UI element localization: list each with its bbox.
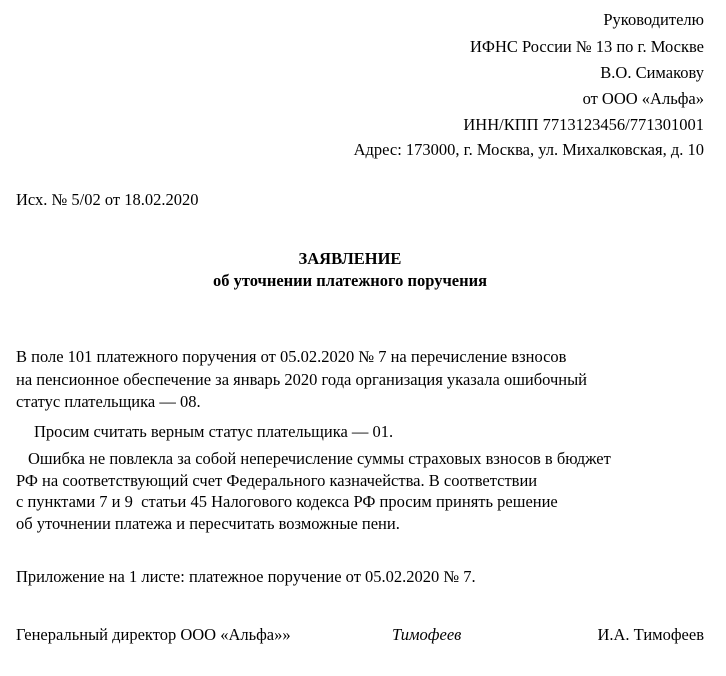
- addressee-line-4: от ООО «Альфа»: [582, 89, 704, 108]
- attachment-note: Приложение на 1 листе: платежное поручение от 05.02.2020 № 7.: [16, 567, 476, 586]
- addressee-line-3: В.О. Симакову: [600, 63, 704, 82]
- body-line: РФ на соответствующий счет Федерального казначейства. В соответствии: [16, 471, 538, 490]
- handwritten-signature: Тимофеев: [392, 625, 462, 644]
- addressee-line-2: ИФНС России № 13 по г. Москве: [470, 37, 704, 56]
- body-line: статус плательщика — 08.: [16, 392, 201, 411]
- body-line: с пунктами 7 и 9 статьи 45 Налогового кодекса РФ просим принять решение: [16, 492, 558, 511]
- addressee-line-1: Руководителю: [603, 10, 704, 29]
- addressee-line-5: ИНН/КПП 7713123456/771301001: [463, 115, 704, 134]
- addressee-line-6: Адрес: 173000, г. Москва, ул. Михалковская, д. 10: [353, 140, 704, 159]
- outgoing-reference: Исх. № 5/02 от 18.02.2020: [16, 190, 199, 209]
- body-line: об уточнении платежа и пересчитать возможные пени.: [16, 514, 400, 533]
- document-title: ЗАЯВЛЕНИЕ: [298, 249, 402, 268]
- body-line: Ошибка не повлекла за собой неперечисление суммы страховых взносов в бюджет: [28, 449, 611, 468]
- signer-position: Генеральный директор ООО «Альфа»»: [16, 625, 291, 644]
- document-subtitle: об уточнении платежного поручения: [212, 271, 488, 290]
- body-paragraph-2: Просим считать верным статус плательщика — 01.: [34, 422, 394, 441]
- body-line: на пенсионное обеспечение за январь 2020 года организация указала ошибочный: [16, 370, 587, 389]
- signer-name: И.А. Тимофеев: [597, 625, 704, 644]
- body-line: В поле 101 платежного поручения от 05.02.2020 № 7 на перечисление взносов: [16, 347, 567, 366]
